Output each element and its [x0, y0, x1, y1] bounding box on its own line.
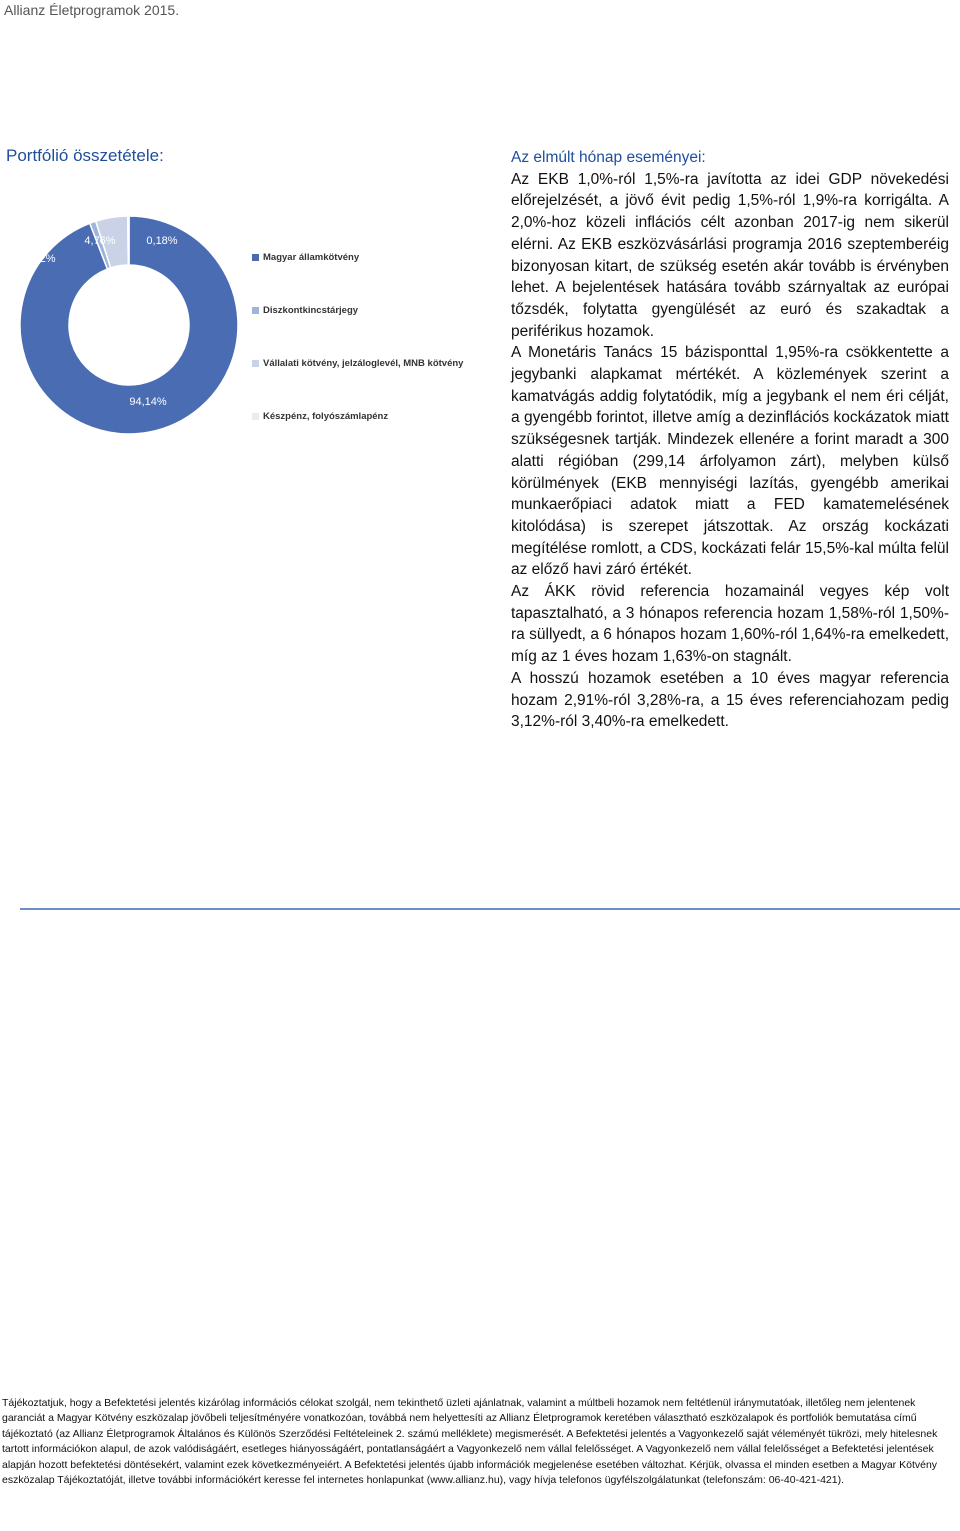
legend-swatch — [252, 307, 259, 314]
news-paragraph: A Monetáris Tanács 15 bázisponttal 1,95%-ra csökkentette a jegybanki alapkamat mértékét. A közlemények szerint a kamatvágás addig folytatódik, míg a jegybank el nem éri célját, a gyengébb forintot, illetve amíg a dezinflációs kockázatok miatt szükségesnek tartják. Mindezek ellenére a forint maradt a 300 alatti régióban (299,14 árfolyamon zárt), melyben külső körülmények (EKB mennyiségi lazítás, gyengébb amerikai munkaerőpiaci adatok miatt a FED kamatemelésének kitolódása) is szerepet játszottak. Az ország kockázati megítélése romlott, a CDS, kockázati felár 15,5%-kal múlta felül az előző havi záró értékét. — [511, 344, 949, 579]
donut-data-label: 94,14% — [129, 396, 167, 408]
portfolio-donut-chart — [0, 190, 480, 450]
chart-legend — [252, 190, 492, 450]
section-divider — [20, 908, 960, 910]
news-paragraph: Az ÁKK rövid referencia hozamainál vegyes kép volt tapasztalható, a 3 hónapos referencia hozam 1,58%-ról 1,50%-ra süllyedt, a 6 hónapos hozam 1,60%-ról 1,64%-ra emelkedett, míg az 1 éves hozam 1,63%-on stagnált. — [511, 583, 949, 666]
legend-swatch — [252, 360, 259, 367]
legend-item-magyar-allamkotveny — [252, 252, 359, 263]
donut-data-label: 0,18% — [146, 235, 178, 247]
news-paragraph: A hosszú hozamok esetében a 10 éves magyar referencia hozam 2,91%-ról 3,28%-ra, a 15 éves referenciahozam pedig 3,12%-ról 3,40%-ra emelkedett. — [511, 669, 949, 731]
legend-item-diszkontkincstarjegy — [252, 305, 358, 316]
legend-label: Magyar államkötvény — [263, 252, 360, 263]
legend-item-keszpenz — [252, 411, 388, 422]
legend-label: Vállalati kötvény, jelzáloglevél, MNB kötvény — [263, 358, 464, 369]
disclaimer-text: Tájékoztatjuk, hogy a Befektetési jelentés kizárólag információs célokat szolgál, nem tekinthető üzleti ajánlatnak, valamint a múltbeli hozamok nem feltétlenül iránymutatóak, illetőleg nem jelentenek garanciát a Magyar Kötvény eszközalap jövőbeli teljesítményére vonatkozóan, továbbá nem helyettesíti az Allianz Életprogramok keretében választható eszközalapok és portfoliók bemutatása című tájékoztató (az Allianz Életprogramok Általános és Különös Szerződési Feltételeinek 2. számú melléklete) megismerését. A Befektetési jelentés a Vagyonkezelő saját véleményét tükrözi, mely hitelesnek tartott információkon alapul, de azok valódiságáért, esetleges hiányosságáért, pontatlanságáért a Vagyonkezelő nem vállal felelősséget. A Vagyonkezelő nem vállal felelősséget a Befektetési jelentések alapján hozott befektetési döntésekért, valamint ezek következményeiért. A Befektetési jelentés újabb információk megjelenése esetében változhat. Kérjük, olvassa el minden esetben a Magyar Kötvény eszközalap Tájékoztatóját, illetve további információkért keresse fel internetes honlapunkat (www.allianz.hu), vagy hívja telefonos ügyfélszolgálatunkat (telefonszám: 06-40-421-421). — [2, 1397, 938, 1487]
donut-data-label: 0,92% — [24, 253, 56, 265]
news-paragraph: Az EKB 1,0%-ról 1,5%-ra javította az idei GDP növekedési előrejelzését, a jövő évit pedig 1,5%-ról 1,9%-ra korrigálta. A 2,0%-hoz közeli inflációs célt azonban 2017-ig nem sikerül elérni. Az EKB eszközvásárlási programja 2016 szeptemberéig bizonyosan kitart, de szükség esetén akár tovább is érvényben lehet. A bejelentések hatására tovább szárnyaltak az európai tőzsdék, folytatta gyengülését az euró és szakadtak a periférikus hozamok. — [511, 170, 949, 340]
legend-label: Készpénz, folyószámlapénz — [263, 411, 389, 422]
portfolio-title: Portfólió összetétele: — [6, 146, 164, 165]
donut-svg — [0, 190, 250, 450]
page-header-title: Allianz Életprogramok 2015. — [4, 2, 180, 18]
legend-item-vallalati-kotveny — [252, 358, 463, 369]
donut-slice-3 — [128, 216, 129, 265]
monthly-events-heading: Az elmúlt hónap eseményei: — [511, 149, 706, 166]
legend-swatch — [252, 254, 259, 261]
donut-data-label: 4,76% — [84, 235, 116, 247]
legend-swatch — [252, 413, 259, 420]
disclaimer — [2, 1396, 942, 1488]
legend-label: Diszkontkincstárjegy — [263, 305, 359, 316]
monthly-events-section — [511, 147, 949, 733]
